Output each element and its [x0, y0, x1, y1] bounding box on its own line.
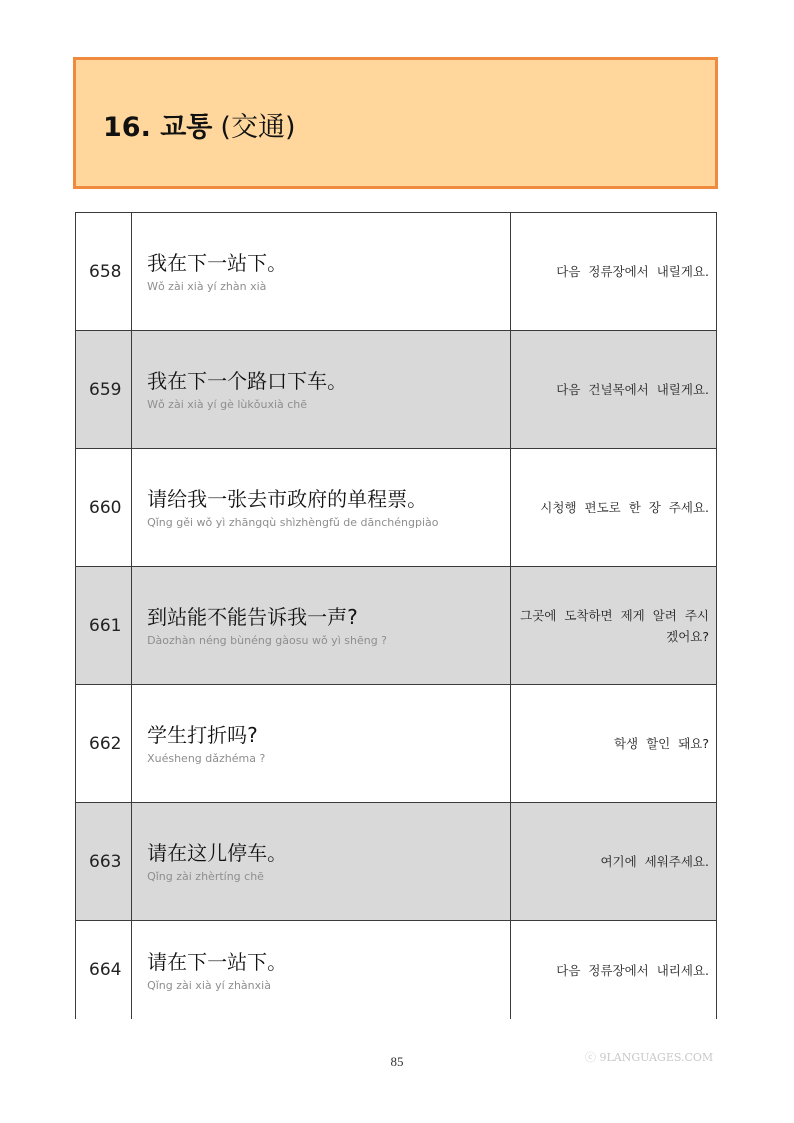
- phrase-korean: 다음 건널목에서 내릴게요.: [510, 331, 716, 449]
- section-title-korean: 16. 교통: [103, 112, 213, 143]
- phrase-chinese-cell: [132, 921, 511, 1020]
- phrase-korean: 다음 정류장에서 내릴게요.: [510, 213, 716, 331]
- phrase-table: [75, 212, 717, 1019]
- phrase-number: 662: [76, 685, 132, 803]
- phrase-pinyin: Qǐng zài zhèrtíng chē: [147, 870, 264, 883]
- phrase-hanzi: 请在这儿停车。: [147, 841, 288, 865]
- page-number: 85: [390, 1054, 404, 1069]
- phrase-pinyin: Dàozhàn néng bùnéng gàosu wǒ yì shēng ?: [147, 634, 388, 647]
- phrase-number: 660: [76, 449, 132, 567]
- phrase-hanzi: 到站能不能告诉我一声?: [147, 605, 358, 629]
- table-row: [76, 567, 717, 685]
- phrase-number: 661: [76, 567, 132, 685]
- phrase-number: 658: [76, 213, 132, 331]
- section-header: [73, 57, 718, 189]
- phrase-hanzi: 我在下一站下。: [147, 251, 288, 275]
- phrase-chinese-cell: [132, 331, 511, 449]
- phrase-korean: 다음 정류장에서 내리세요.: [510, 921, 716, 1020]
- phrase-pinyin: Wǒ zài xià yí zhàn xià: [147, 280, 267, 293]
- phrase-korean: 학생 할인 돼요?: [510, 685, 716, 803]
- phrase-hanzi: 我在下一个路口下车。: [147, 369, 348, 393]
- phrase-number: 663: [76, 803, 132, 921]
- table-row: [76, 803, 717, 921]
- phrase-chinese-cell: [132, 685, 511, 803]
- phrase-chinese-cell: [132, 567, 511, 685]
- phrase-number: 664: [76, 921, 132, 1020]
- phrase-chinese-cell: [132, 449, 511, 567]
- section-title: [103, 105, 295, 144]
- table-row: [76, 685, 717, 803]
- phrase-korean: 그곳에 도착하면 제게 알려 주시겠어요?: [510, 567, 716, 685]
- table-row: [76, 921, 717, 1020]
- phrase-korean: 여기에 세워주세요.: [510, 803, 716, 921]
- phrase-pinyin: Qǐng zài xià yí zhànxià: [147, 978, 271, 992]
- section-title-chinese: (交通): [220, 112, 296, 143]
- phrase-pinyin: Wǒ zài xià yí gè lùkǒuxià chē: [147, 398, 308, 411]
- phrase-hanzi: 学生打折吗?: [147, 723, 258, 747]
- phrase-hanzi: 请在下一站下。: [147, 949, 288, 974]
- table-row: [76, 213, 717, 331]
- phrase-chinese-cell: [132, 213, 511, 331]
- table-row: [76, 449, 717, 567]
- phrase-korean: 시청행 편도로 한 장 주세요.: [510, 449, 716, 567]
- phrase-hanzi: 请给我一张去市政府的单程票。: [147, 487, 428, 511]
- phrase-pinyin: Xuésheng dǎzhéma ?: [147, 752, 266, 765]
- copyright-notice: ⓒ 9LANGUAGES.COM: [585, 1051, 714, 1064]
- phrase-number: 659: [76, 331, 132, 449]
- phrase-pinyin: Qǐng gěi wǒ yì zhāngqù shìzhèngfǔ de dānchéngpiào: [147, 516, 439, 529]
- phrase-chinese-cell: [132, 803, 511, 921]
- table-row: [76, 331, 717, 449]
